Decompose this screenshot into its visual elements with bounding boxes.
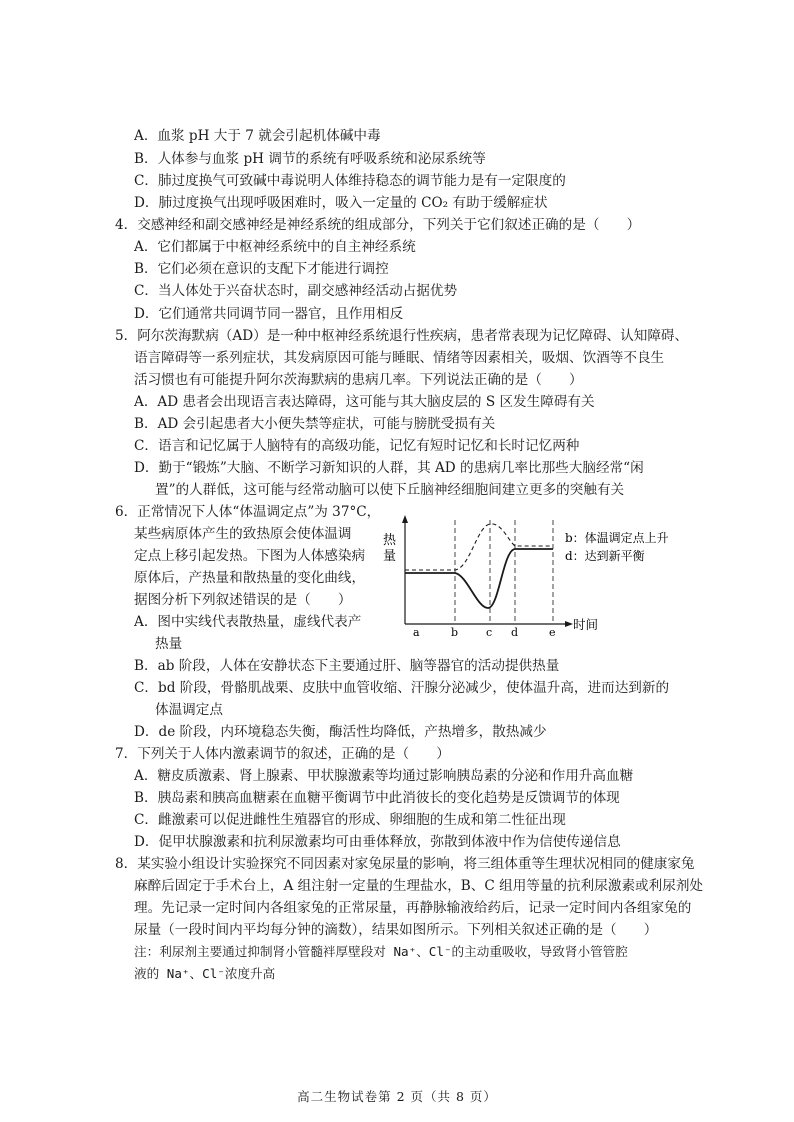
q8-stem-line4: 尿量（一段时间内平均每分钟的滴数），结果如图所示。下列相关叙述正确的是（ ）	[134, 922, 658, 938]
q5-option-b: B．AD 会引起患者大小便失禁等症状，可能与膀胱受损有关	[134, 416, 496, 432]
q6-option-c-line2: 体温调定点	[155, 702, 223, 718]
q6-stem-line1: 6．正常情况下人体“体温调定点”为 37°C，	[115, 504, 381, 520]
q7-stem: 7．下列关于人体内激素调节的叙述，正确的是（ ）	[115, 746, 450, 762]
q6-stem-line4: 原体后，产热量和散热量的变化曲线，	[134, 570, 366, 586]
heat-curve-figure	[375, 512, 669, 639]
q6-option-a-line1: A．图中实线代表散热量，虚线代表产	[134, 614, 362, 630]
q7-option-c: C．雌激素可以促进雌性生殖器官的形成、卵细胞的生成和第二性征出现	[134, 812, 566, 828]
q4-option-c: C．当人体处于兴奋状态时，副交感神经活动占据优势	[134, 283, 458, 299]
q5-option-c: C．语言和记忆属于人脑特有的高级功能，记忆有短时记忆和长时记忆两种	[134, 438, 580, 454]
q5-option-a: A．AD 患者会出现语言表达障碍，这可能与其大脑皮层的 S 区发生障碍有关	[134, 394, 595, 410]
q6-stem-line2: 某些病原体产生的致热原会使体温调	[134, 526, 352, 542]
y-label-2: 量	[383, 549, 397, 564]
q7-option-d: D．促甲状腺激素和抗利尿激素均可由垂体释放，弥散到体液中作为信使传递信息	[134, 834, 621, 850]
legend-d: d：达到新平衡	[565, 549, 645, 563]
q4-option-a: A．它们都属于中枢神经系统中的自主神经系统	[134, 239, 416, 255]
q8-stem-line1: 8．某实验小组设计实验探究不同因素对家兔尿量的影响，将三组体重等生理状况相同的健康家兔	[115, 856, 695, 872]
tick-d: d	[511, 626, 519, 639]
y-axis-arrow	[402, 515, 408, 523]
q3-option-c: C．肺过度换气可致碱中毒说明人体维持稳态的调节能力是有一定限度的	[134, 173, 566, 189]
q4-option-b: B．它们必须在意识的支配下才能进行调控	[134, 261, 389, 277]
q7-option-a: A．糖皮质激素、肾上腺素、甲状腺激素等均通过影响胰岛素的分泌和作用升高血糖	[134, 768, 634, 784]
q8-note-line2: 液的 Na⁺、Cl⁻浓度升高	[134, 966, 276, 981]
y-label-1: 热	[383, 533, 397, 548]
q6-option-b: B．ab 阶段，人体在安静状态下主要通过肝、脑等器官的活动提供热量	[134, 658, 560, 674]
solid-curve	[405, 549, 553, 608]
q6-option-a-line2: 热量	[155, 636, 183, 652]
x-axis-arrow	[565, 621, 573, 627]
tick-a: a	[413, 626, 420, 639]
tick-b: b	[451, 626, 459, 639]
q7-option-b: B．胰岛素和胰高血糖素在血糖平衡调节中此消彼长的变化趋势是反馈调节的体现	[134, 790, 620, 806]
q6-stem-line5: 据图分析下列叙述错误的是（ ）	[134, 592, 352, 608]
q5-option-d-line1: D．勤于“锻炼”大脑、不断学习新知识的人群，其 AD 的患病几率比那些大脑经常“闲	[134, 460, 644, 476]
tick-c: c	[486, 626, 493, 639]
q8-stem-line3: 理。先记录一定时间内各组家兔的正常尿量，再静脉输液给药后，记录一定时间内各组家兔的	[134, 900, 692, 916]
q8-stem-line2: 麻醉后固定于手术台上，A 组注射一定量的生理盐水，B、C 组用等量的抗利尿激素或利尿剂处	[134, 878, 704, 894]
q4-stem: 4．交感神经和副交感神经是神经系统的组成部分，下列关于它们叙述正确的是（ ）	[115, 217, 641, 233]
q3-option-b: B．人体参与血浆 pH 调节的系统有呼吸系统和泌尿系统等	[134, 151, 486, 167]
q4-option-d: D．它们通常共同调节同一器官，且作用相反	[134, 306, 404, 322]
tick-e: e	[549, 626, 556, 639]
page-footer: 高二生物试卷第 2 页（共 8 页）	[297, 1089, 497, 1104]
q5-option-d-line2: 置”的人群低，这可能与经常动脑可以使下丘脑神经细胞间建立更多的突触有关	[155, 482, 625, 498]
legend-b: b：体温调定点上升	[565, 531, 669, 545]
q6-stem-line3: 定点上移引起发热。下图为人体感染病	[134, 548, 366, 564]
q6-option-c-line1: C．bd 阶段，骨骼肌战栗、皮肤中血管收缩、汗腺分泌减少，使体温升高，进而达到新的	[134, 680, 670, 696]
q6-option-d: D．de 阶段，内环境稳态失衡，酶活性均降低，产热增多，散热减少	[134, 724, 547, 740]
q3-option-a: A．血浆 pH 大于 7 就会引起机体碱中毒	[134, 128, 381, 144]
q8-note-line1: 注：利尿剂主要通过抑制肾小管髓袢厚壁段对 Na⁺、Cl⁻的主动重吸收，导致肾小管管腔	[134, 944, 628, 959]
x-label: 时间	[573, 617, 599, 632]
q5-stem-line1: 5．阿尔茨海默病（AD）是一种中枢神经系统退行性疾病，患者常表现为记忆障碍、认知障碍、	[115, 328, 689, 344]
dashed-curve	[405, 524, 553, 570]
q5-stem-line3: 活习惯也有可能提升阿尔茨海默病的患病几率。下列说法正确的是（ ）	[134, 372, 583, 388]
q5-stem-line2: 语言障碍等一系列症状，其发病原因可能与睡眠、情绪等因素相关，吸烟、饮酒等不良生	[134, 350, 665, 366]
q3-option-d: D．肺过度换气出现呼吸困难时，吸入一定量的 CO₂ 有助于缓解症状	[134, 195, 548, 211]
